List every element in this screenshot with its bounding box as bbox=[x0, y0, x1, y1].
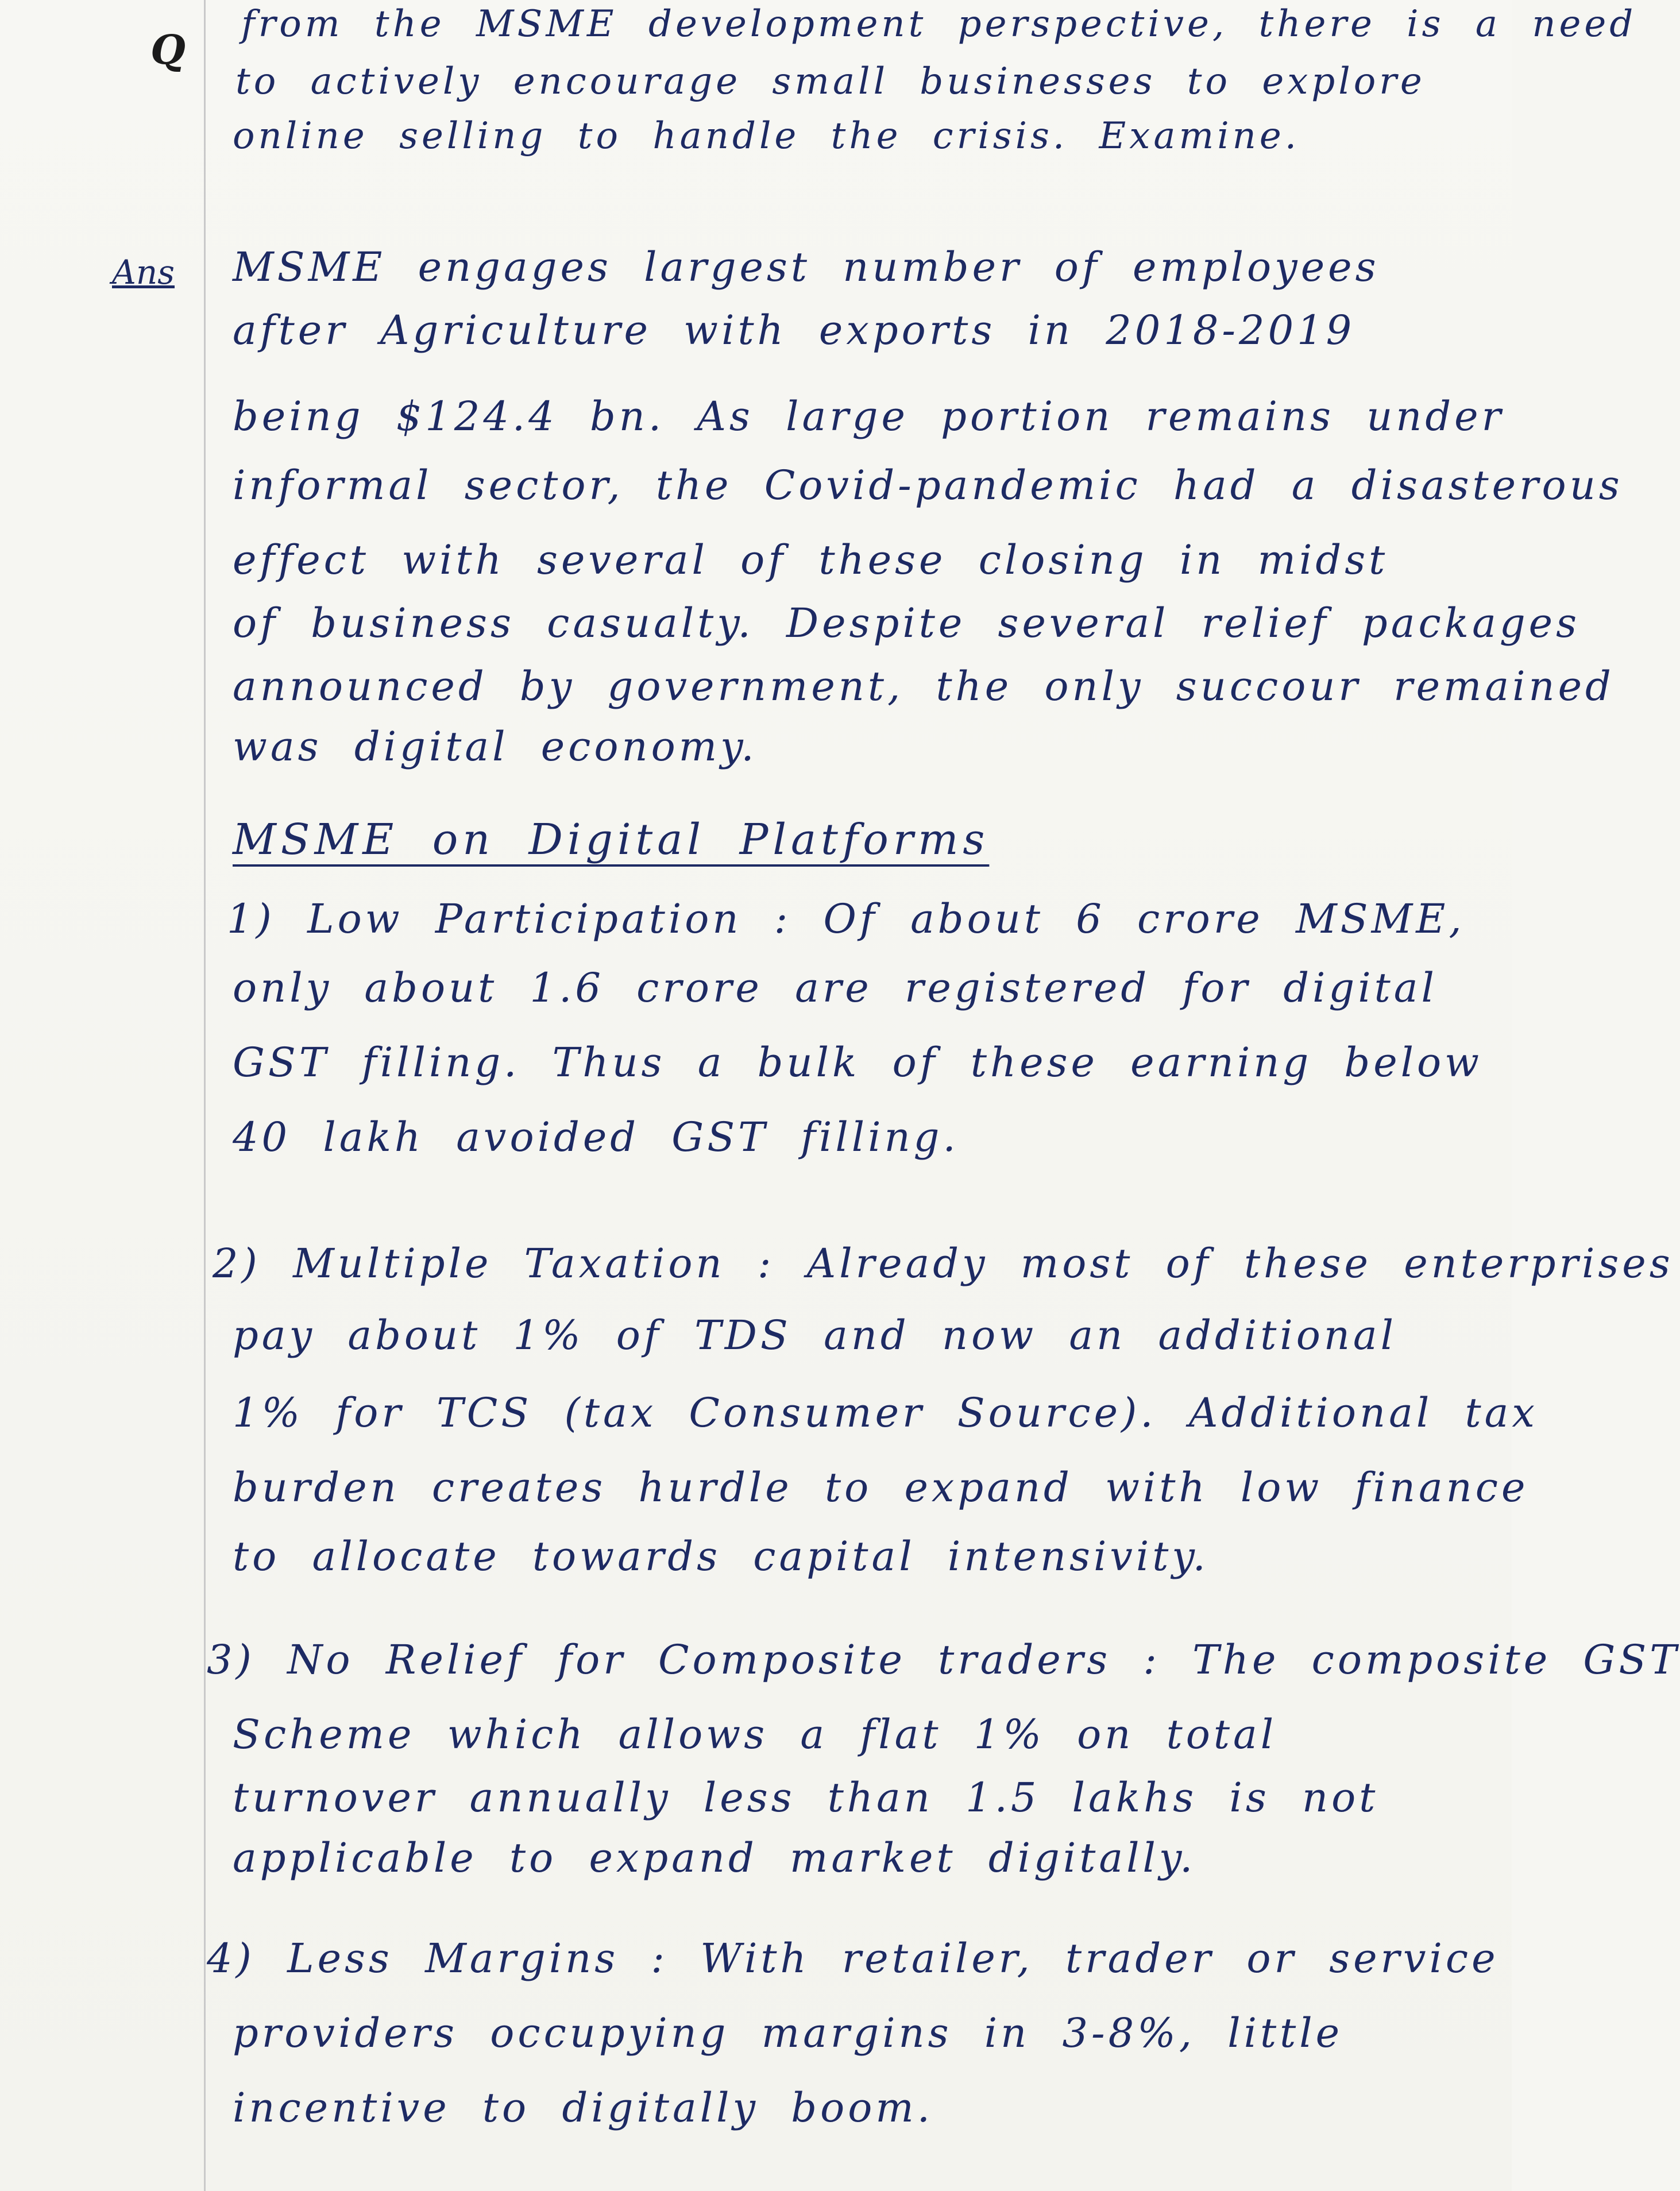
point4-line-3: incentive to digitally boom. bbox=[233, 2084, 934, 2131]
point2-line-2: pay about 1% of TDS and now an additional bbox=[233, 1312, 1397, 1359]
point2-line-1: 2) Multiple Taxation : Already most of these enterprises bbox=[213, 1240, 1674, 1287]
point4-line-2: providers occupying margins in 3-8%, little bbox=[233, 2010, 1343, 2057]
intro-line-4: informal sector, the Covid-pandemic had a disasterous bbox=[233, 462, 1623, 509]
intro-line-7: announced by government, the only succour remained bbox=[233, 663, 1615, 710]
section-heading: MSME on Digital Platforms bbox=[233, 815, 990, 864]
question-line-3: online selling to handle the crisis. Examine. bbox=[233, 115, 1300, 157]
intro-line-8: was digital economy. bbox=[233, 723, 758, 770]
point1-line-3: GST filling. Thus a bulk of these earning below bbox=[233, 1039, 1483, 1086]
point4-line-1: 4) Less Margins : With retailer, trader or service bbox=[207, 1935, 1499, 1982]
point2-line-4: burden creates hurdle to expand with low finance bbox=[233, 1464, 1529, 1511]
question-line-1: from the MSME development perspective, there is a need bbox=[241, 3, 1637, 45]
answer-label: Ans bbox=[112, 253, 175, 292]
point1-line-1: 1) Low Participation : Of about 6 crore MSME, bbox=[227, 895, 1465, 942]
intro-line-3: being $124.4 bn. As large portion remains under bbox=[233, 393, 1505, 440]
point3-line-4: applicable to expand market digitally. bbox=[233, 1834, 1196, 1881]
intro-line-6: of business casualty. Despite several relief packages bbox=[233, 600, 1580, 647]
point2-line-3: 1% for TCS (tax Consumer Source). Additional tax bbox=[233, 1389, 1538, 1436]
margin-rule bbox=[204, 0, 206, 2191]
intro-line-2: after Agriculture with exports in 2018-2019 bbox=[233, 307, 1355, 354]
point1-line-4: 40 lakh avoided GST filling. bbox=[233, 1114, 959, 1161]
point3-line-3: turnover annually less than 1.5 lakhs is not bbox=[233, 1774, 1379, 1821]
question-marker: Q bbox=[150, 26, 186, 74]
question-line-2: to actively encourage small businesses to explore bbox=[235, 60, 1426, 103]
intro-line-1: MSME engages largest number of employees bbox=[233, 244, 1380, 291]
intro-line-5: effect with several of these closing in midst bbox=[233, 536, 1389, 584]
point2-line-5: to allocate towards capital intensivity. bbox=[233, 1533, 1209, 1580]
point1-line-2: only about 1.6 crore are registered for digital bbox=[233, 964, 1438, 1011]
point3-line-1: 3) No Relief for Composite traders : The composite GST bbox=[207, 1636, 1680, 1683]
point3-line-2: Scheme which allows a flat 1% on total bbox=[233, 1711, 1277, 1758]
